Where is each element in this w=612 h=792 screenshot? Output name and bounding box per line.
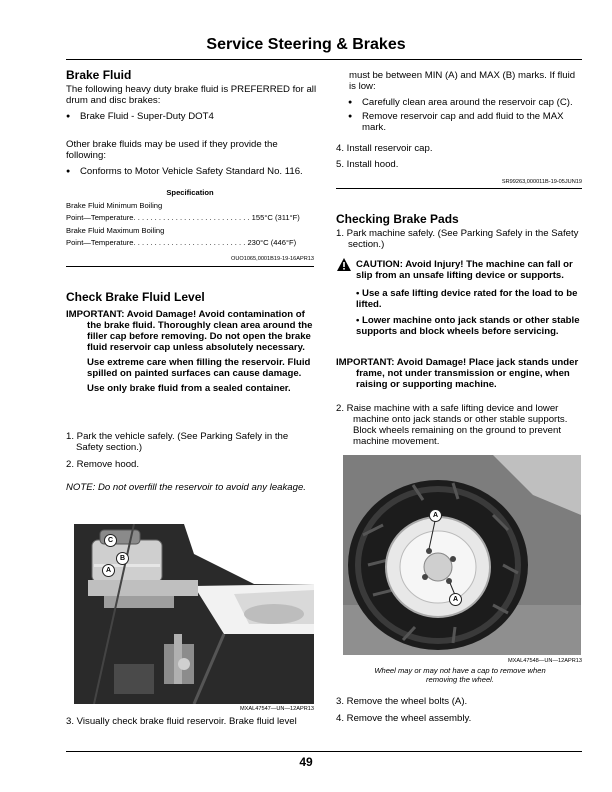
brake-fluid-ref: OUO1065,0001B19-19-16APR13: [230, 256, 314, 262]
important-contamination: [66, 309, 316, 394]
spec-max-label: Brake Fluid Maximum Boiling: [66, 225, 165, 235]
wheel-photo: [343, 455, 581, 655]
pads-step-4: 4. Remove the wheel assembly.: [336, 713, 472, 724]
check-step-2: 2. Remove hood.: [66, 459, 140, 470]
wheel-callout-a-bottom: A: [449, 593, 462, 606]
important-text-1: IMPORTANT: Avoid Damage! Avoid contamination of the brake fluid. Thoroughly clean area around the filler cap before removing. Do not open the brake fluid reservoir cap unless absolutely necessary.: [66, 309, 313, 353]
pads-step-2: 2. Raise machine with a safe lifting device and lower machine onto jack stands or other stable supports. Block wheels remaining on the ground to prevent machine movement.: [336, 403, 568, 447]
brake-fluid-heading: Brake Fluid: [66, 68, 132, 82]
pads-step-3: 3. Remove the wheel bolts (A).: [336, 696, 468, 707]
spec-table: [66, 187, 314, 250]
reservoir-photo: [74, 524, 314, 704]
brake-pads-heading: Checking Brake Pads: [336, 212, 459, 226]
section-divider: [66, 266, 314, 267]
page-title: Service Steering & Brakes: [206, 36, 406, 53]
standard-bullet: ● Conforms to Motor Vehicle Safety Standard No. 116.: [80, 166, 320, 177]
overfill-note: NOTE: Do not overfill the reservoir to avoid any leakage.: [66, 482, 306, 493]
right-section-divider: [336, 188, 582, 189]
spec-min-label: Brake Fluid Minimum Boiling: [66, 200, 163, 210]
spec-title: Specification: [166, 188, 214, 197]
wheel-caption: Wheel may or may not have a cap to remove when removing the wheel.: [374, 666, 546, 684]
other-fluids-text: Other brake fluids may be used if they provide the following:: [66, 139, 278, 161]
brake-fluid-bullet: ● Brake Fluid - Super-Duty DOT4: [80, 111, 310, 122]
wheel-callout-a-top: A: [429, 509, 442, 522]
important-text-3: Use only brake fluid from a sealed container.: [87, 383, 291, 394]
caution-bullet-1: • Use a safe lifting device rated for the load to be lifted.: [356, 288, 578, 310]
brake-fluid-intro: The following heavy duty brake fluid is PREFERRED for all drum and disc brakes:: [66, 84, 317, 106]
important-jack-stands: IMPORTANT: Avoid Damage! Place jack stands under frame, not under transmission or engine, when raising or supporting machine.: [336, 357, 579, 390]
title-divider: [66, 59, 582, 60]
callout-b: B: [116, 552, 129, 565]
spec-max-value: Point—Temperature. . . . . . . . . . . . . . . . . . . . . . . . . . . 230°C (446°F): [66, 238, 297, 247]
check-step-3: 3. Visually check brake fluid reservoir. Brake fluid level: [66, 716, 297, 727]
spec-min-value: Point—Temperature. . . . . . . . . . . . . . . . . . . . . . . . . . . . 155°C (311°F): [66, 213, 300, 222]
wheel-illustration: [343, 455, 581, 655]
callout-a: A: [102, 564, 115, 577]
check-step-1: 1. Park the vehicle safely. (See Parking Safely in the Safety section.): [66, 431, 289, 453]
reservoir-illustration: [74, 524, 314, 704]
fluid-level-continued: must be between MIN (A) and MAX (B) marks. If fluid is low:: [349, 70, 576, 92]
important-text-2: Use extreme care when filling the reservoir. Fluid spilled on painted surfaces can cause damage.: [87, 357, 311, 379]
footer-divider: [66, 751, 582, 752]
level-ref: SR99263,000011B-19-05JUN19: [501, 179, 582, 185]
reservoir-image-ref: MXAL47547—UN—12APR13: [240, 706, 314, 712]
wheel-image-ref: MXAL47548—UN—12APR13: [508, 658, 582, 664]
pads-step-1: 1. Park machine safely. (See Parking Safely in the Safety section.): [336, 228, 579, 250]
caution-text: CAUTION: Avoid Injury! The machine can fall or slip from an unsafe lifting device or supports.: [356, 259, 573, 281]
clean-cap-bullet: ● Carefully clean area around the reservoir cap (C).: [362, 97, 582, 108]
step-install-hood: 5. Install hood.: [336, 159, 399, 170]
caution-bullet-2: • Lower machine onto jack stands or other stable supports and block wheels before servicing.: [356, 315, 580, 337]
callout-c: C: [104, 534, 117, 547]
check-level-heading: Check Brake Fluid Level: [66, 290, 205, 304]
warning-icon: [336, 257, 350, 271]
page-number: 49: [299, 755, 313, 769]
step-install-cap: 4. Install reservoir cap.: [336, 143, 433, 154]
add-fluid-bullet: ● Remove reservoir cap and add fluid to the MAX mark.: [362, 111, 582, 133]
